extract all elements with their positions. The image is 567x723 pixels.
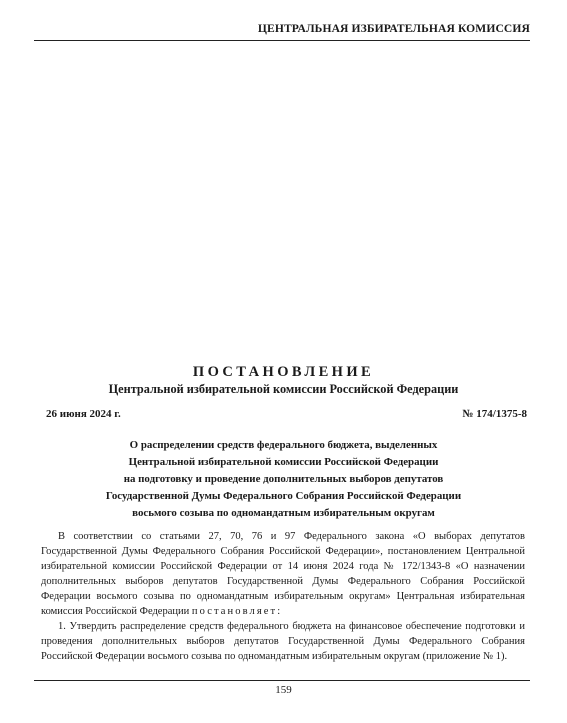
- footer-rule: [34, 680, 530, 681]
- running-header: [34, 18, 530, 44]
- document-date: 26 июня 2024 г.: [46, 408, 121, 420]
- subject-line: на подготовку и проведение дополнительных выборов депутатов: [123, 473, 444, 485]
- subject-line: Государственной Думы Федерального Собрания Российской Федерации: [105, 490, 462, 502]
- preamble-text: В соответствии со статьями 27, 70, 76 и 97 Федерального закона «О выборах депутатов Государственной Думы Федерального Собрания Российской Федерации», постановлением Центральной избирательной комиссии Российской Федерации от 14 июня 2024 года № 172/1343-8 «О назначении дополнительных выборов депутатов Государственной Думы Федерального Собрания Российской Федерации восьмого созыва по одномандатным избирательным округам» Центральная избирательная комиссия Российской Федерации: [41, 531, 525, 617]
- document-type: ПОСТАНОВЛЕНИЕ: [192, 364, 375, 380]
- document-body: [41, 529, 525, 664]
- resolves-word: постановляет:: [191, 606, 283, 617]
- page-number: 159: [275, 684, 292, 696]
- subject-line: восьмого созыва по одномандатным избирательным округам: [132, 507, 435, 519]
- header-rule: [34, 40, 530, 41]
- document-number: № 174/1375-8: [462, 408, 527, 420]
- document-subject: [30, 437, 537, 522]
- item-1-paragraph: 1. Утвердить распределение средств федерального бюджета на финансовое обеспечение подготовки и проведения дополнительных выборов депутатов Государственной Думы Федерального Собрания Российской Федерации восьмого созыва по одномандатным избирательным округам (приложение № 1).: [41, 621, 525, 662]
- preamble-paragraph: [41, 529, 525, 619]
- subject-line: О распределении средств федерального бюджета, выделенных: [129, 439, 438, 451]
- document-issuer: Центральной избирательной комиссии Российской Федерации: [108, 382, 459, 396]
- document-meta: [46, 408, 527, 422]
- subject-line: Центральной избирательной комиссии Российской Федерации: [128, 456, 439, 468]
- header-title: ЦЕНТРАЛЬНАЯ ИЗБИРАТЕЛЬНАЯ КОМИССИЯ: [257, 22, 530, 35]
